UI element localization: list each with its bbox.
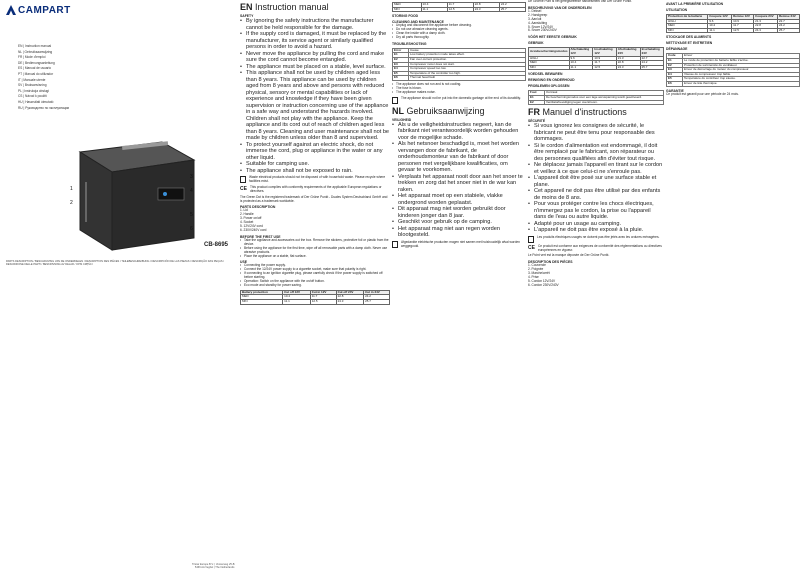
- table-cell: 9.6: [569, 56, 593, 61]
- french-weee-notice: [528, 236, 664, 243]
- dutch-safety-item: • Het apparaat mag niet aan regen worden blootgesteld.: [392, 226, 526, 239]
- table-cell: Compressor motor does not start.: [409, 62, 526, 67]
- before-first-use-heading: BEFORE THE FIRST USE: [240, 234, 281, 239]
- table-cell: 11.1: [421, 7, 447, 12]
- table-cell: 24.3: [336, 300, 364, 305]
- table-cell: Fout: [529, 91, 545, 96]
- table-cell: 12.5: [447, 7, 473, 12]
- cleaning-item: • Unplug and disconnect the appliance before cleaning.: [392, 24, 526, 28]
- french-warranty-text: Ce produit est garanti pour une période de 24 mois.: [666, 91, 739, 96]
- table-cell: E2: [667, 63, 683, 68]
- table-cell: Afschakeling 12V: [569, 48, 593, 56]
- french-warranty-heading: GARANTIE: [666, 88, 684, 93]
- table-cell: MED: [667, 24, 708, 29]
- use-item: • Eco mode and standby for power saving.: [240, 284, 390, 288]
- table-row: [667, 81, 800, 86]
- french-safety-item: • Cet appareil ne doit pas être utilisé par des enfants de moins de 8 ans.: [528, 188, 664, 201]
- dutch-parts-heading: BESCHRIJVING VAN DE ONDERDELEN: [528, 5, 592, 10]
- dutch-continued: [528, 0, 664, 575]
- table-cell: 11.7: [310, 295, 336, 300]
- english-title-text: Instruction manual: [255, 2, 329, 12]
- table-cell: 11.7: [732, 24, 754, 29]
- french-safety-item: • L'appareil doit être posé sur une surface stable et plane.: [528, 175, 664, 188]
- french-safety-item: • Pour vous protéger contre les chocs électriques, n'immergez pas le cordon, la prise ou l'appareil dans de l'eau ou autre liquide.: [528, 201, 664, 221]
- english-title: [240, 2, 390, 12]
- french-cleaning-heading: NETTOYAGE ET ENTRETIEN: [666, 41, 713, 46]
- french-safety-item: • Si le cordon d'alimentation est endommagé, il doit être remplacé par le fabricant, son réparateur ou des personnes qualifiées afin d'éviter tout risque.: [528, 143, 664, 163]
- dutch-troubleshooting-heading: PROBLEMEN OPLOSSEN: [528, 84, 570, 89]
- table-cell: Coupure 12V: [708, 15, 732, 20]
- table-cell: E5: [393, 71, 409, 76]
- brand-logo: [6, 4, 84, 16]
- french-safety-heading: SÉCURITÉ: [528, 119, 546, 124]
- french-troubleshooting-table: [666, 53, 800, 86]
- table-cell: 10.4: [421, 3, 447, 8]
- table-cell: Inschakeling 12V: [593, 48, 616, 56]
- table-cell: 11.7: [447, 3, 473, 8]
- french-part-item: 4. Prise: [528, 275, 539, 280]
- table-cell: Low battery protection mode takes effect.: [409, 53, 526, 58]
- cover-panel: [0, 0, 238, 575]
- safety-item: • To protect yourself against an electric shock, do not immerse the cord, plug or appliance in the water or any other liquid.: [240, 142, 390, 162]
- dutch-use-heading: GEBRUIK: [528, 41, 544, 46]
- table-cell: 22.8: [616, 61, 640, 66]
- cleaning-heading: CLEANING AND MAINTENANCE: [392, 20, 444, 25]
- french-lang-code: FR: [528, 107, 540, 118]
- safety-item: • Never move the appliance by pulling the cord and make sure the cord cannot become entangled.: [240, 51, 390, 64]
- dutch-battery-table: [528, 47, 664, 70]
- table-cell: 24.2: [640, 61, 663, 66]
- table-cell: E5: [667, 77, 683, 82]
- part-item: 3. Power on/off: [240, 216, 262, 221]
- french-storage-heading: STOCKAGE DES ALIMENTS: [666, 35, 712, 40]
- disposal-notice: [392, 97, 526, 104]
- french-part-item: 3. Marche/arrêt: [528, 271, 550, 276]
- battery-protection-table-continued: [392, 2, 526, 12]
- before-use-item: • Take the appliance and accessories out the box. Remove the stickers, protective foil or plastic from the device.: [240, 239, 390, 247]
- svg-text:4: 4: [190, 188, 193, 194]
- table-cell: Error: [393, 48, 409, 53]
- french-weee-text: Les produits électriques usagés ne doivent pas être jetés avec les ordures ménagères.: [537, 234, 660, 239]
- language-item: PL | Instrukcja obsługi: [18, 88, 50, 93]
- french-part-item: 1. Couvercle: [528, 263, 546, 268]
- dutch-safety-heading: VEILIGHEID: [392, 117, 412, 122]
- table-cell: Le mode de protection de batterie faible s'active.: [683, 58, 800, 63]
- table-row: [529, 65, 664, 70]
- french-title-text: Manuel d'instructions: [542, 107, 627, 118]
- french-part-item: 5. Cordon 12V/24V: [528, 278, 556, 283]
- safety-heading: SAFETY: [240, 14, 254, 18]
- cleaning-item: • Dry all parts thoroughly.: [392, 36, 526, 40]
- battery-protection-table: [240, 290, 390, 305]
- table-cell: Protection de surintensité du ventilateur.: [683, 63, 800, 68]
- safety-item: • This appliance shall not be used by children aged less than 8 years. This appliance can be used by children aged from 8 years and above and persons with reduced physical, sensory or mental capabilities or lack of experience and knowledge if they have been given supervision or instruction concerning use of the appliance in a safe way and understand the hazards involved. Children shall not play with the appliance. Keep the appliance and its cord out of reach of children aged less than 8 years. Cleaning and user maintenance shall not be made by children unless older than 8 and supervised.: [240, 70, 390, 142]
- brand-mark-icon: [6, 5, 16, 15]
- crossed-bin-icon: [392, 241, 398, 248]
- table-cell: Coupure 24V: [754, 15, 778, 20]
- table-cell: 10.4: [708, 24, 732, 29]
- disposal-text: The appliance should not be put into the domestic garbage at the end of its durability.: [401, 95, 521, 100]
- table-cell: Battery protection: [241, 290, 283, 295]
- table-cell: 24.3: [473, 7, 499, 12]
- use-heading: USE: [240, 260, 247, 265]
- dutch-safety-item: • Verplaats het apparaat nooit door aan het snoer te trekken en zorg dat het snoer niet in de war kan raken.: [392, 174, 526, 194]
- table-cell: E2: [393, 58, 409, 63]
- parts-list: [240, 209, 390, 232]
- table-cell: E1: [529, 95, 545, 100]
- table-cell: 10.9: [732, 19, 754, 24]
- dutch-weee-text: Afgedankte elektrische producten mogen niet samen met huishoudelijk afval worden weggegooid.: [401, 239, 520, 248]
- language-list: [18, 44, 69, 111]
- table-cell: Protection de la batterie: [667, 15, 708, 20]
- table-cell: Fan over-current protection.: [409, 58, 526, 63]
- english-section: [240, 0, 390, 575]
- parts-description-multilang: PARTS DESCRIPTION / BESCHRIJVING VAN DE ONDERDELEN / DESCRIPTION DES PIÈCES / TEILEBESCHREIBUNG / DESCRIPCIÓN DE LAS PIEZAS / DESCRIÇÃO DAS PEÇAS / DESCRIZIONE DELLE PARTI / BESKRIVNING AV DELAR / OPIS CZĘŚCI: [6, 260, 225, 267]
- language-item: EN | Instruction manual: [18, 44, 52, 48]
- table-cell: Cut off 24V: [336, 290, 364, 295]
- table-cell: Temperature of the controller too high.: [409, 71, 526, 76]
- dutch-part-item: 4. Aansluiting: [528, 20, 547, 25]
- table-cell: E1: [393, 53, 409, 58]
- table-row: [529, 100, 664, 105]
- table-cell: Température du contrôleur trop élevée.: [683, 77, 800, 82]
- french-battery-table: [666, 14, 800, 33]
- ce-text: This product complies with conformity requirements of the applicable European regulations or directives.: [249, 184, 382, 193]
- french-title: [528, 107, 664, 117]
- language-item: PT | Manual do utilizador: [18, 71, 54, 76]
- troubleshooting-item: • The appliance makes noise.: [392, 91, 526, 95]
- table-cell: E3: [393, 62, 409, 67]
- svg-text:6: 6: [190, 226, 193, 232]
- crossed-bin-icon: [240, 176, 246, 183]
- table-cell: 22.8: [754, 24, 778, 29]
- cleaning-item: • Do not use abrasive cleaning agents.: [392, 28, 526, 32]
- table-cell: HIGH: [529, 56, 570, 61]
- table-cell: MIN: [241, 300, 283, 305]
- dutch-safety-item: • Het apparaat moet op een stabiele, vlakke ondergrond worden geplaatst.: [392, 193, 526, 206]
- table-cell: 11.1: [569, 65, 593, 70]
- dutch-part-item: 5. Snoer 12V/24V: [528, 24, 554, 29]
- safety-item: • The appliance must be placed on a stable, level surface.: [240, 64, 390, 71]
- language-item: HU | Használati útmutató: [18, 99, 54, 104]
- table-cell: 10.4: [283, 295, 311, 300]
- language-item: CS | Návod k použití: [18, 94, 47, 99]
- language-item: RU | Руководство по эксплуатации: [18, 105, 70, 110]
- table-cell: Vitesse du compresseur trop faible.: [683, 72, 800, 77]
- table-cell: 22.7: [640, 56, 663, 61]
- table-cell: E4: [667, 72, 683, 77]
- table-cell: Cut in 12V: [310, 290, 336, 295]
- table-cell: 9.6: [708, 19, 732, 24]
- crossed-bin-icon: [392, 97, 398, 104]
- dutch-title: [392, 106, 526, 116]
- table-cell: Thermal head fault: [409, 76, 526, 81]
- table-row: [393, 7, 526, 12]
- safety-list: [240, 18, 390, 174]
- dutch-part-item: 6. Snoer 230V/240V: [528, 28, 557, 33]
- safety-item: • If the supply cord is damaged, it must be replaced by the manufacturer, its service agent or similarly qualified persons in order to avoid a hazard.: [240, 31, 390, 51]
- ce-notice: [240, 186, 390, 194]
- table-cell: MED: [529, 61, 570, 66]
- french-ce-notice: [528, 245, 664, 253]
- svg-text:1: 1: [70, 186, 73, 192]
- table-cell: MIN: [393, 7, 422, 12]
- table-cell: 24.2: [777, 24, 799, 29]
- table-cell: Code: [667, 54, 683, 59]
- table-row: [529, 48, 664, 56]
- table-cell: MED: [393, 3, 422, 8]
- part-item: 6. 230V/240V cord: [240, 227, 267, 232]
- table-cell: 25.7: [499, 7, 525, 12]
- dutch-part-item: 3. Aan/uit: [528, 16, 542, 21]
- model-code: CB-8695: [204, 242, 229, 248]
- table-cell: E3: [667, 68, 683, 73]
- storing-food-heading: STORING FOOD: [392, 14, 419, 19]
- part-item: 5. 12V/24V cord: [240, 224, 263, 229]
- dutch-title-text: Gebruiksaanwijzing: [406, 105, 485, 116]
- french-troubleshooting-heading: DÉPANNAGE: [666, 47, 688, 52]
- table-cell: Compressor speed too low.: [409, 67, 526, 72]
- dutch-before-heading: VÓÓR HET EERSTE GEBRUIK: [528, 35, 577, 40]
- table-cell: Ventilatorbeveiliging tegen overstroom.: [545, 100, 664, 105]
- table-cell: Erreur de démarrage du moteur du compresseur.: [683, 68, 800, 73]
- language-item: DE | Bedienungsanleitung: [18, 60, 55, 65]
- part-item: 1. Lid: [240, 208, 248, 213]
- table-cell: Cause: [409, 48, 526, 53]
- dutch-lang-code: NL: [392, 105, 404, 116]
- publisher-footer: [192, 563, 234, 569]
- parts-heading: PARTS DESCRIPTION: [240, 205, 276, 210]
- use-item: • Connecting the power supply.: [240, 264, 390, 268]
- french-part-item: 6. Cordon 230V/240V: [528, 282, 559, 287]
- safety-item: • The appliance shall not be exposed to rain.: [240, 168, 390, 175]
- dutch-storing-heading: VOEDSEL BEWAREN: [528, 72, 563, 77]
- table-row: [241, 300, 390, 305]
- table-row: [393, 76, 526, 81]
- table-cell: Cut off 12V: [283, 290, 311, 295]
- troubleshooting-item: • The fuse is blown.: [392, 87, 526, 91]
- dutch-part-item: 2. Handgreep: [528, 12, 548, 17]
- brand-name: CAMPART: [18, 4, 71, 16]
- table-cell: E2: [529, 100, 545, 105]
- green-dot-text: The Green Dot is the registered trademark of Der Grüne Punkt - Duales System Deutschland GmbH and is protected as a trademark worldwide.: [240, 194, 388, 203]
- french-safety-item: • Ne déplacez jamais l'appareil en tirant sur le cordon et veillez à ce que celui-ci ne s'enroule pas.: [528, 162, 664, 175]
- table-cell: E1: [667, 58, 683, 63]
- french-safety-list: [528, 123, 664, 234]
- table-cell: 25.7: [364, 300, 390, 305]
- troubleshooting-heading: TROUBLESHOOTING: [392, 41, 427, 46]
- footer-line-1: Tristar Europe B.V. | Voorerweg 25-B: [192, 563, 235, 566]
- table-cell: 12.5: [593, 65, 616, 70]
- table-cell: MIN: [667, 28, 708, 33]
- table-cell: Remise 24V: [777, 15, 799, 20]
- dutch-part-item: 1. Deksel: [528, 8, 542, 13]
- english-continued-and-dutch: [392, 0, 526, 575]
- language-item: SV | Bruksanvisning: [18, 83, 47, 88]
- troubleshooting-item: • The appliance does not run and is not cooling.: [392, 83, 526, 87]
- ce-mark-icon: CE: [528, 244, 535, 251]
- svg-text:5: 5: [190, 212, 193, 218]
- table-cell: 11.1: [283, 300, 311, 305]
- table-cell: 25.7: [777, 28, 799, 33]
- table-cell: 24.3: [616, 65, 640, 70]
- french-safety-item: • L'appareil ne doit pas être exposé à la pluie.: [528, 227, 664, 234]
- dutch-safety-item: • Als u de veiligheidsinstructies negeert, kan de fabrikant niet verantwoordelijk worden gehouden voor de mogelijke schade.: [392, 122, 526, 142]
- french-before-heading: AVANT LA PREMIÈRE UTILISATION: [666, 2, 724, 6]
- french-safety-item: • Adapté pour un usage au camping.: [528, 221, 664, 228]
- french-ce-text: Ce produit est conforme aux exigences de conformité des réglementations ou directives européennes en vigueur.: [537, 243, 662, 252]
- table-cell: HIGH: [667, 19, 708, 24]
- dutch-safety-item: • Dit apparaat mag niet worden gebruikt door kinderen jonger dan 8 jaar.: [392, 206, 526, 219]
- table-cell: 12.5: [732, 28, 754, 33]
- before-use-item: • Place the appliance on a stable, flat surface.: [240, 255, 390, 259]
- french-parts-heading: DESCRIPTION DES PIÈCES: [528, 260, 573, 265]
- dutch-troubleshooting-table: [528, 90, 664, 105]
- use-item: • Connect the 12/24V power supply to a cigarette socket, make sure that polarity is right.: [240, 268, 390, 272]
- table-cell: 22.8: [336, 295, 364, 300]
- table-cell: E6: [667, 81, 683, 86]
- svg-text:2: 2: [70, 200, 73, 206]
- french-part-item: 2. Poignée: [528, 267, 544, 272]
- english-lang-code: EN: [240, 2, 253, 12]
- cooler-box-illustration: [62, 112, 202, 262]
- table-cell: 12.5: [310, 300, 336, 305]
- safety-item: • Suitable for camping use.: [240, 161, 390, 168]
- cleaning-list: [392, 24, 526, 40]
- table-cell: MED: [241, 295, 283, 300]
- table-cell: Afschakeling 24V: [616, 48, 640, 56]
- before-use-item: • Before using the appliance for the first time, wipe off all removable parts with a damp cloth. Never use abrasive products.: [240, 247, 390, 255]
- use-list: [240, 264, 390, 287]
- footer-line-2: 5466 AA Veghel | The Netherlands: [194, 566, 235, 570]
- part-item: 4. Socket: [240, 220, 254, 225]
- table-cell: 10.4: [569, 61, 593, 66]
- table-cell: 21.3: [616, 56, 640, 61]
- dutch-safety-item: • Als het netsnoer beschadigd is, moet het worden vervangen door de fabrikant, de onderhoudsmonteur van de fabrikant of door personen met vergelijkbare kwalificaties, om gevaar te voorkomen.: [392, 141, 526, 174]
- french-green-dot-text: Le Point vert est la marque déposée de Der Grüne Punkt.: [528, 253, 610, 258]
- language-item: IT | Manuale utente: [18, 77, 46, 82]
- table-cell: Erreur: [683, 54, 800, 59]
- troubleshooting-extra: [392, 83, 526, 95]
- safety-item: • By ignoring the safety instructions the manufacturer cannot be held responsible for the damage.: [240, 18, 390, 31]
- part-item: 2. Handle: [240, 212, 254, 217]
- table-cell: Remise 12V: [732, 15, 754, 20]
- dutch-green-dot-text: De Groene Punt is het geregistreerde handelsmerk van Der Grüne Punkt.: [528, 0, 632, 3]
- dutch-cleaning-heading: REINIGING EN ONDERHOUD: [528, 78, 575, 83]
- table-cell: 24.2: [499, 3, 525, 8]
- french-use-heading: UTILISATION: [666, 8, 688, 12]
- french-parts-list: [528, 264, 664, 287]
- table-row: [667, 28, 800, 33]
- table-cell: 10.9: [593, 56, 616, 61]
- cleaning-item: • Clean the inside with a damp cloth.: [392, 32, 526, 36]
- table-cell: MIN: [529, 65, 570, 70]
- table-cell: 24.3: [754, 28, 778, 33]
- troubleshooting-table: [392, 48, 526, 81]
- table-cell: Oorzaak: [545, 91, 664, 96]
- weee-text: Waste electrical products should not be disposed of with household waste. Please recycle where facilities exist.: [249, 175, 386, 183]
- svg-text:3: 3: [190, 174, 193, 180]
- dutch-safety-item: • Geschikt voor gebruik op de camping.: [392, 219, 526, 226]
- table-cell: 21.3: [754, 19, 778, 24]
- french-continued: [666, 0, 800, 575]
- table-cell: E6: [393, 76, 409, 81]
- table-cell: 22.7: [777, 19, 799, 24]
- table-cell: 11.7: [593, 61, 616, 66]
- table-cell: 24.2: [364, 295, 390, 300]
- use-item: • Operation: Switch on the appliance with the on/off button.: [240, 280, 390, 284]
- table-cell: Inschakeling 24V: [640, 48, 663, 56]
- ce-mark-icon: CE: [240, 185, 247, 192]
- table-cell: Erreur de tête thermique.: [683, 81, 800, 86]
- dutch-safety-list: [392, 122, 526, 239]
- dutch-weee-notice: [392, 241, 526, 249]
- table-cell: Cut in 24V: [364, 290, 390, 295]
- language-item: NL | Gebruiksaanwijzing: [18, 49, 53, 54]
- use-item: • If connecting to an ignition cigarette plug, please carefully check if the power supply is switched off before starting.: [240, 272, 390, 280]
- table-cell: Accubeschermingsmodus: [529, 48, 570, 56]
- table-cell: 22.8: [473, 3, 499, 8]
- language-item: ES | Manual de usuario: [18, 66, 52, 71]
- table-cell: E4: [393, 67, 409, 72]
- table-cell: De beschermingsmodus voor een lage accuspanning wordt geactiveerd.: [545, 95, 664, 100]
- weee-notice: [240, 176, 390, 184]
- table-cell: 11.1: [708, 28, 732, 33]
- dutch-parts-list: [528, 10, 664, 33]
- french-safety-item: • Si vous ignorez les consignes de sécurité, le fabricant ne peut être tenu pour responsable des dommages.: [528, 123, 664, 143]
- crossed-bin-icon: [528, 236, 534, 243]
- table-cell: 25.7: [640, 65, 663, 70]
- language-item: FR | Mode d'emploi: [18, 55, 46, 60]
- before-first-use-list: [240, 239, 390, 259]
